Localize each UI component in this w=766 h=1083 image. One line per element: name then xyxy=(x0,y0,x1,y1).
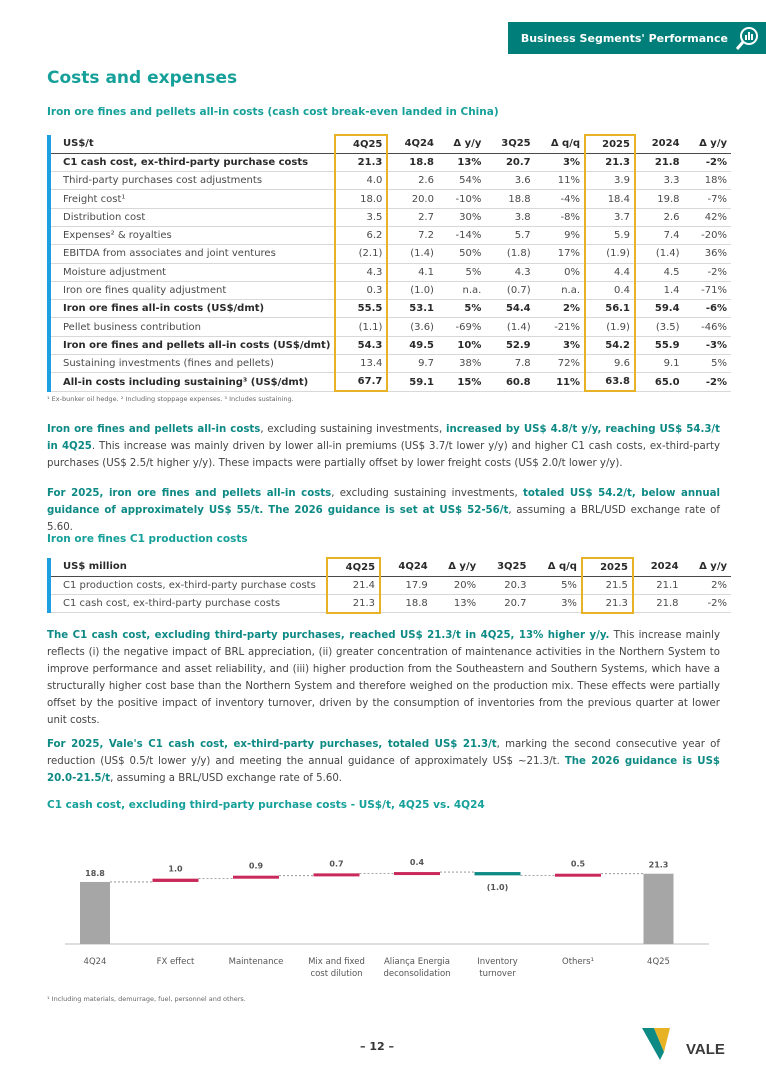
row-label: Freight cost¹ xyxy=(49,190,335,208)
table-cell: -2% xyxy=(684,153,731,171)
data-label: (1.0) xyxy=(486,883,509,893)
row-label: EBITDA from associates and joint ventures xyxy=(49,245,335,263)
table-cell: 0.4 xyxy=(585,281,635,299)
table1-footnote: ¹ Ex-bunker oil hedge. ² Including stoppage expenses. ³ Includes sustaining. xyxy=(47,395,294,403)
table-cell: -21% xyxy=(535,318,585,336)
vale-logo xyxy=(640,1022,740,1066)
column-header: 2024 xyxy=(633,558,683,576)
paragraph-2025-guidance: For 2025, iron ore fines and pellets all-in costs, excluding sustaining investments, totaled US$ 54.2/t, below annual guidance of approximately US$ 55/t. The 2026 guidance is set at US$ 52-56/t, assuming a BRL/USD exchange rate of 5.60. xyxy=(47,488,720,533)
table-cell: 5.9 xyxy=(585,226,635,244)
row-label: All-in costs including sustaining³ (US$/dmt) xyxy=(49,373,335,391)
waterfall-bar xyxy=(475,872,521,875)
table-cell: 3.9 xyxy=(585,172,635,190)
table-cell: (1.9) xyxy=(585,245,635,263)
column-header: 4Q24 xyxy=(387,135,438,153)
table-cell: 59.1 xyxy=(387,373,438,391)
page-number: – 12 – xyxy=(360,1040,394,1053)
data-label: 0.7 xyxy=(329,859,344,869)
table-cell: 36% xyxy=(684,245,731,263)
table-cell: 55.5 xyxy=(335,300,387,318)
table-row xyxy=(49,172,731,190)
category-label: Aliança Energia xyxy=(383,957,451,967)
table-cell: (1.1) xyxy=(335,318,387,336)
row-label: Iron ore fines and pellets all-in costs (US$/dmt) xyxy=(49,336,335,354)
column-header: Δ y/y xyxy=(438,135,485,153)
category-label: Others¹ xyxy=(562,957,594,967)
table-cell: 4.3 xyxy=(335,263,387,281)
table-cell: 20.7 xyxy=(485,153,534,171)
table-cell: (1.0) xyxy=(387,281,438,299)
row-label: C1 cash cost, ex-third-party purchase costs xyxy=(49,595,327,613)
waterfall-bar xyxy=(314,873,360,876)
category-label: FX effect xyxy=(156,957,195,967)
table-cell: 5% xyxy=(530,576,581,594)
chart-title: C1 cash cost, excluding third-party purchase costs - US$/t, 4Q25 vs. 4Q24 xyxy=(47,799,485,811)
row-label: Iron ore fines all-in costs (US$/dmt) xyxy=(49,300,335,318)
table-cell: -10% xyxy=(438,190,485,208)
table-cell: 18.8 xyxy=(380,595,432,613)
table-cell: 3% xyxy=(530,595,581,613)
waterfall-chart xyxy=(47,840,727,1000)
row-label: Sustaining investments (fines and pellets) xyxy=(49,355,335,373)
table-cell: 5% xyxy=(438,300,485,318)
table-row xyxy=(49,245,731,263)
table-cell: 1.4 xyxy=(635,281,684,299)
c1-production-costs-table xyxy=(47,557,731,614)
category-label: turnover xyxy=(479,969,516,979)
table-row xyxy=(49,208,731,226)
table-cell: (1.9) xyxy=(585,318,635,336)
table-cell: 5.7 xyxy=(485,226,534,244)
table-cell: 4.5 xyxy=(635,263,684,281)
waterfall-bar xyxy=(394,872,440,875)
table-cell: 21.1 xyxy=(633,576,683,594)
table-cell: (0.7) xyxy=(485,281,534,299)
table-cell: 2% xyxy=(535,300,585,318)
table-cell: -71% xyxy=(684,281,731,299)
table-cell: 17.9 xyxy=(380,576,432,594)
table-cell: 13% xyxy=(438,153,485,171)
row-label: Distribution cost xyxy=(49,208,335,226)
table-cell: 4.4 xyxy=(585,263,635,281)
table-row xyxy=(49,153,731,171)
table-cell: 21.5 xyxy=(582,576,633,594)
table-cell: 18.0 xyxy=(335,190,387,208)
table-cell: 42% xyxy=(684,208,731,226)
table-cell: 9.1 xyxy=(635,355,684,373)
table-cell: -8% xyxy=(535,208,585,226)
column-header: 4Q24 xyxy=(380,558,432,576)
row-label: Expenses² & royalties xyxy=(49,226,335,244)
column-header: 3Q25 xyxy=(485,135,534,153)
table-cell: (1.4) xyxy=(635,245,684,263)
category-label: 4Q25 xyxy=(647,957,670,967)
table-cell: 65.0 xyxy=(635,373,684,391)
table-cell: 50% xyxy=(438,245,485,263)
table-cell: 18.8 xyxy=(387,153,438,171)
data-label: 1.0 xyxy=(168,864,183,874)
column-header: Δ y/y xyxy=(683,558,731,576)
table-cell: 21.4 xyxy=(327,576,380,594)
table-cell: 52.9 xyxy=(485,336,534,354)
row-label: Moisture adjustment xyxy=(49,263,335,281)
table-cell: 3.8 xyxy=(485,208,534,226)
table-cell: 20.0 xyxy=(387,190,438,208)
table-cell: -69% xyxy=(438,318,485,336)
column-header: 4Q25 xyxy=(335,135,387,153)
category-label: cost dilution xyxy=(310,969,363,979)
table-cell: -2% xyxy=(684,263,731,281)
table-cell: -7% xyxy=(684,190,731,208)
table-row xyxy=(49,355,731,373)
table-row xyxy=(49,373,731,391)
table-cell: 54.2 xyxy=(585,336,635,354)
all-in-costs-table xyxy=(47,134,731,392)
table-cell: 59.4 xyxy=(635,300,684,318)
table-cell: (1.8) xyxy=(485,245,534,263)
column-header: 2024 xyxy=(635,135,684,153)
column-header: 4Q25 xyxy=(327,558,380,576)
waterfall-bar xyxy=(233,876,279,879)
table-cell: 54.4 xyxy=(485,300,534,318)
data-label: 21.3 xyxy=(648,860,669,870)
table-cell: 5% xyxy=(684,355,731,373)
table-cell: 2.7 xyxy=(387,208,438,226)
table-cell: -2% xyxy=(683,595,731,613)
table-cell: -3% xyxy=(684,336,731,354)
paragraph-2025-c1: For 2025, Vale's C1 cash cost, ex-third-party purchases, totaled US$ 21.3/t, marking the second consecutive year of reduction (US$ 0.5/t lower y/y) and meeting the annual guidance of approximately US$ ~21.3/t. The 2026 guidance is US$ 20.0-21.5/t, assuming a BRL/USD exchange rate of 5.60. xyxy=(47,739,720,784)
table-cell: 0% xyxy=(535,263,585,281)
table-cell: 9.7 xyxy=(387,355,438,373)
paragraph-all-in-costs: Iron ore fines and pellets all-in costs, excluding sustaining investments, increased by US$ 4.8/t y/y, reaching US$ 54.3/t in 4Q25. This increase was mainly driven by lower all-in premiums (US$ 3.7/t lower y/y) and higher C1 cash costs, ex-third-party purchases (US$ 2.5/t higher y/y). These impacts were partially offset by lower freight costs (US$ 2.0/t lower y/y). xyxy=(47,424,720,469)
table-cell: -20% xyxy=(684,226,731,244)
table-cell: 10% xyxy=(438,336,485,354)
table-cell: n.a. xyxy=(535,281,585,299)
section-banner xyxy=(508,22,766,54)
table-cell: 3% xyxy=(535,336,585,354)
table-cell: -2% xyxy=(684,373,731,391)
table-cell: 3.7 xyxy=(585,208,635,226)
waterfall-bar xyxy=(644,874,674,944)
table-cell: (1.4) xyxy=(485,318,534,336)
table-cell: 4.0 xyxy=(335,172,387,190)
column-header: Δ y/y xyxy=(432,558,480,576)
table-cell: (1.4) xyxy=(387,245,438,263)
magnifier-chart-icon xyxy=(734,24,762,52)
table-cell: 60.8 xyxy=(485,373,534,391)
table-cell: 21.8 xyxy=(633,595,683,613)
table-cell: 18% xyxy=(684,172,731,190)
logo-text: VALE xyxy=(686,1041,725,1058)
table-cell: (3.6) xyxy=(387,318,438,336)
table-cell: 38% xyxy=(438,355,485,373)
data-label: 0.4 xyxy=(409,858,425,868)
table-cell: 49.5 xyxy=(387,336,438,354)
column-header: Δ q/q xyxy=(530,558,581,576)
table-cell: -14% xyxy=(438,226,485,244)
table-cell: 3.5 xyxy=(335,208,387,226)
table-cell: -6% xyxy=(684,300,731,318)
table-cell: (3.5) xyxy=(635,318,684,336)
table-row xyxy=(49,336,731,354)
table-cell: n.a. xyxy=(438,281,485,299)
table-cell: 72% xyxy=(535,355,585,373)
column-header: US$ million xyxy=(49,558,327,576)
row-label: C1 cash cost, ex-third-party purchase costs xyxy=(49,153,335,171)
table-header-row xyxy=(49,135,731,153)
paragraph-c1-cash-cost: The C1 cash cost, excluding third-party purchases, reached US$ 21.3/t in 4Q25, 13% higher y/y. This increase mainly reflects (i) the negative impact of BRL appreciation, (ii) greater concentration of maintenance activities in the Northern System to improve performance and asset reliability, and (iii) higher production from the Southeastern and Southern Systems, which have a structurally higher cost base than the Northern System and therefore weighed on the production mix. These effects were partially offset by the positive impact of inventory turnover, driven by the consumption of inventories from the previous quarter at lower unit costs. xyxy=(47,630,720,726)
category-label: 4Q24 xyxy=(83,957,107,967)
table-cell: 4.3 xyxy=(485,263,534,281)
table-cell: 3% xyxy=(535,153,585,171)
table-cell: 7.4 xyxy=(635,226,684,244)
table-cell: 17% xyxy=(535,245,585,263)
table-cell: 2% xyxy=(683,576,731,594)
table-cell: 20% xyxy=(432,576,480,594)
column-header: 2025 xyxy=(582,558,633,576)
table-cell: 3.6 xyxy=(485,172,534,190)
table-cell: 21.3 xyxy=(585,153,635,171)
table-cell: 4.1 xyxy=(387,263,438,281)
column-header: 2025 xyxy=(585,135,635,153)
table-header-row xyxy=(49,558,731,576)
column-header: US$/t xyxy=(49,135,335,153)
table-cell: 11% xyxy=(535,373,585,391)
table-cell: 21.3 xyxy=(327,595,380,613)
table-cell: 5% xyxy=(438,263,485,281)
table-cell: 2.6 xyxy=(635,208,684,226)
table-row xyxy=(49,318,731,336)
table1-caption: Iron ore fines and pellets all-in costs (cash cost break-even landed in China) xyxy=(47,106,499,118)
table-row xyxy=(49,263,731,281)
waterfall-bar xyxy=(555,874,601,877)
waterfall-bar xyxy=(153,879,199,882)
table-cell: 9.6 xyxy=(585,355,635,373)
category-label: Maintenance xyxy=(228,957,284,967)
table-cell: 0.3 xyxy=(335,281,387,299)
table-cell: 19.8 xyxy=(635,190,684,208)
table2-caption: Iron ore fines C1 production costs xyxy=(47,533,248,545)
column-header: 3Q25 xyxy=(480,558,530,576)
table-cell: 18.8 xyxy=(485,190,534,208)
table-cell: -4% xyxy=(535,190,585,208)
table-row xyxy=(49,281,731,299)
table-cell: 67.7 xyxy=(335,373,387,391)
table-cell: 9% xyxy=(535,226,585,244)
row-label: Pellet business contribution xyxy=(49,318,335,336)
table-cell: 54.3 xyxy=(335,336,387,354)
table-row xyxy=(49,300,731,318)
table-cell: 53.1 xyxy=(387,300,438,318)
table-cell: 20.7 xyxy=(480,595,530,613)
table-cell: 13.4 xyxy=(335,355,387,373)
table-cell: 11% xyxy=(535,172,585,190)
table-cell: 20.3 xyxy=(480,576,530,594)
page-title: Costs and expenses xyxy=(47,68,238,88)
chart-footnote: ¹ Including materials, demurrage, fuel, personnel and others. xyxy=(47,995,246,1003)
data-label: 0.5 xyxy=(570,859,586,869)
table-cell: 15% xyxy=(438,373,485,391)
table-cell: 56.1 xyxy=(585,300,635,318)
table-cell: 7.8 xyxy=(485,355,534,373)
table-cell: -46% xyxy=(684,318,731,336)
table-cell: 18.4 xyxy=(585,190,635,208)
column-header: Δ y/y xyxy=(684,135,731,153)
table-cell: 21.3 xyxy=(335,153,387,171)
table-row xyxy=(49,226,731,244)
table-cell: 63.8 xyxy=(585,373,635,391)
category-label: deconsolidation xyxy=(383,969,451,979)
category-label: Inventory xyxy=(477,957,518,967)
table-cell: 3.3 xyxy=(635,172,684,190)
row-label: Third-party purchases cost adjustments xyxy=(49,172,335,190)
table-row xyxy=(49,190,731,208)
table-cell: 2.6 xyxy=(387,172,438,190)
table-cell: 21.8 xyxy=(635,153,684,171)
table-row xyxy=(49,595,731,613)
table-cell: (2.1) xyxy=(335,245,387,263)
category-label: Mix and fixed xyxy=(308,957,365,967)
waterfall-bar xyxy=(80,882,110,944)
table-cell: 55.9 xyxy=(635,336,684,354)
data-label: 18.8 xyxy=(85,868,105,878)
row-label: C1 production costs, ex-third-party purchase costs xyxy=(49,576,327,594)
column-header: Δ q/q xyxy=(535,135,585,153)
table-cell: 6.2 xyxy=(335,226,387,244)
table-cell: 30% xyxy=(438,208,485,226)
row-label: Iron ore fines quality adjustment xyxy=(49,281,335,299)
table-cell: 21.3 xyxy=(582,595,633,613)
table-cell: 54% xyxy=(438,172,485,190)
table-cell: 7.2 xyxy=(387,226,438,244)
data-label: 0.9 xyxy=(248,861,264,871)
table-cell: 13% xyxy=(432,595,480,613)
section-title: Business Segments' Performance xyxy=(520,31,728,45)
table-row xyxy=(49,576,731,594)
